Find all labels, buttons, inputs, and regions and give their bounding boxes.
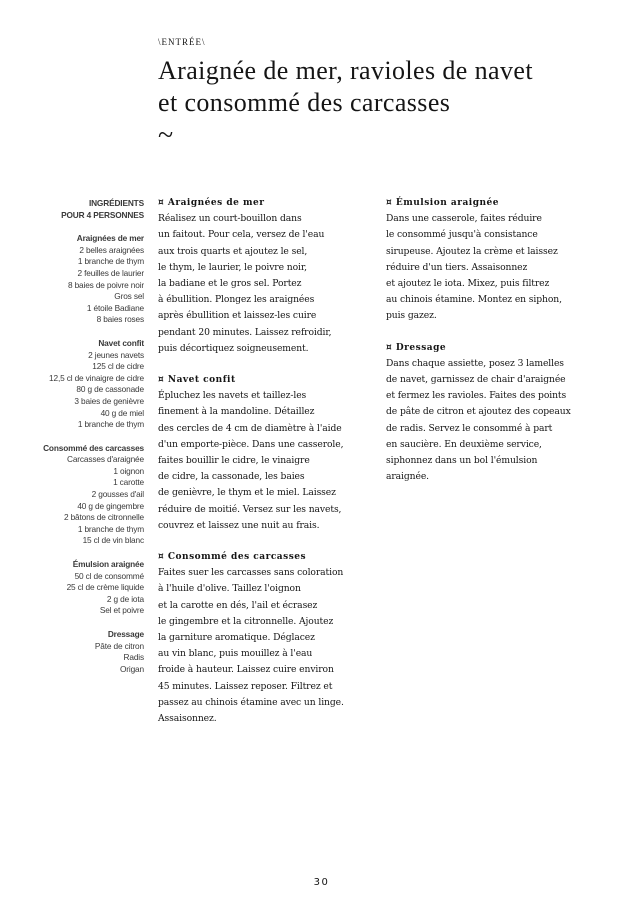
step-text-line: au chinois étamine. Montez en siphon, [386,294,562,306]
step-text-line: Réalisez un court-bouillon dans [158,213,302,225]
ingredient-group-title: Consommé des carcasses [43,442,144,453]
steps-column-left [158,195,373,742]
ingredient-item: 125 cl de cidre [92,361,144,372]
step-text-line: réduire de moitié. Versez sur les navets, [158,503,342,515]
step-text-line: sirupeuse. Ajoutez la crème et laissez [386,245,558,257]
step-section-title: ¤ Araignées de mer [158,198,265,208]
step-text-line: de navet, garnissez de chair d'araignée [386,374,566,386]
ingredient-item: 8 baies de poivre noir [67,279,144,290]
step-text-line: 45 minutes. Laissez reposer. Filtrez et [158,680,333,692]
ingredient-item: 2 bâtons de citronnelle [63,512,144,523]
ingredient-item: Gros sel [114,291,144,302]
step-text-line: passez au chinois étamine avec un linge. [158,696,344,708]
ingredient-item: 2 belles araignées [79,244,144,255]
step-section [158,549,373,727]
step-text-line: de genièvre, le thym et le miel. Laissez [158,487,336,499]
step-text-line: puis décortiquez soigneusement. [158,342,309,354]
step-text-line: Dans chaque assiette, posez 3 lamelles [386,357,564,369]
title-line-1: Araignée de mer, ravioles de navet [158,56,533,85]
step-section-title: ¤ Émulsion araignée [386,198,499,208]
step-text-line: de cidre, la cassonade, les baies [158,471,305,483]
ingredient-item: 15 cl de vin blanc [82,535,144,546]
step-text-line: la badiane et le gros sel. Portez [158,278,302,290]
ingredients-heading-line-1: INGRÉDIENTS [88,198,144,208]
ingredient-item: 25 cl de crème liquide [66,582,144,593]
step-text-line: et la carotte en dés, l'ail et écrasez [158,599,318,611]
step-text-line: et fermez les ravioles. Faites des points [386,390,567,402]
step-text-line: et ajoutez le iota. Mixez, puis filtrez [386,278,550,290]
step-section [386,195,611,325]
ingredient-item: Sel et poivre [99,605,144,616]
step-text-line: le gingembre et la citronnelle. Ajoutez [158,615,334,627]
title-ornament: ~ [158,120,174,151]
step-text-line: aux trois quarts et ajoutez le sel, [158,245,308,257]
step-section-title: ¤ Dressage [386,342,447,353]
step-text-line: couvrez et laissez une nuit au frais. [158,519,320,531]
step-section-title: ¤ Consommé des carcasses [158,552,307,563]
ingredient-item: Radis [123,652,144,663]
ingredient-group-title: Araignées de mer [76,233,144,244]
recipe-title [158,55,618,119]
ingredient-group [20,443,144,547]
ingredient-item: 40 g de miel [100,407,144,418]
step-section [158,195,373,357]
ingredient-groups [20,233,144,675]
ingredient-item: Origan [119,663,144,674]
step-text-line: puis gazez. [386,310,437,322]
ingredient-item: 80 g de cassonade [76,384,144,395]
step-text-line: au vin blanc, puis mouillez à l'eau [158,648,313,660]
ingredient-group [20,233,144,326]
step-text-line: de pâte de citron et ajoutez des copeaux [386,406,571,418]
ingredient-item: 2 feuilles de laurier [77,267,144,278]
ingredient-item: 12,5 cl de vinaigre de cidre [49,372,144,383]
step-text-line: d'un emporte-pièce. Dans une casserole, [158,438,344,450]
step-text-line: siphonnez dans un bol l'émulsion [386,455,538,467]
step-text-line: réduire d'un tiers. Assaisonnez [386,261,528,273]
ingredient-item: 1 branche de thym [77,523,144,534]
step-text-line: le thym, le laurier, le poivre noir, [158,261,307,273]
step-text-line: Dans une casserole, faites réduire [386,213,542,225]
step-section [158,372,373,534]
ingredient-item: 1 branche de thym [77,419,144,430]
ingredient-item: 3 baies de genièvre [74,395,144,406]
step-text-line: en saucière. En deuxième service, [386,438,542,450]
ingredient-group-title: Émulsion araignée [72,559,144,570]
step-section [386,340,611,486]
ingredient-item: 1 carotte [113,477,144,488]
section-kicker: \ENTRÉE\ [158,37,206,47]
step-text-line: Assaisonnez. [158,713,217,725]
page-number: 30 [313,877,330,888]
ingredients-list [20,198,144,675]
ingredient-group-title: Dressage [107,629,144,639]
ingredient-item: 8 baies roses [96,314,144,325]
ingredient-item: 1 branche de thym [77,256,144,267]
step-text-line: faites bouillir le cidre, le vinaigre [158,455,310,467]
ingredient-item: 2 gousses d'ail [91,489,144,500]
step-text-line: de radis. Servez le consommé à part [386,422,553,434]
step-text-line: araignée. [386,471,429,483]
step-text-line: à l'huile d'olive. Taillez l'oignon [158,583,301,595]
step-text-line: le consommé jusqu'à consistance [386,229,538,241]
ingredient-item: 40 g de gingembre [77,500,144,511]
ingredients-heading [20,198,144,221]
step-text-line: finement à la mandoline. Détaillez [158,406,315,418]
step-text-line: après ébullition et laissez-les cuire [158,310,317,322]
step-text-line: froide à hauteur. Laissez cuire environ [158,664,334,676]
steps-column-right [386,195,611,500]
ingredient-item: 1 étoile Badiane [86,302,144,313]
step-text-line: la garniture aromatique. Déglacez [158,632,315,644]
step-section-title: ¤ Navet confit [158,375,236,386]
ingredient-group [20,629,144,675]
ingredient-group-title: Navet confit [98,337,144,348]
ingredient-group [20,338,144,431]
title-line-2: et consommé des carcasses [158,88,451,117]
step-text-line: Faites suer les carcasses sans coloration [158,567,344,579]
ingredient-item: Pâte de citron [94,640,144,651]
ingredient-item: 2 jeunes navets [88,349,144,360]
ingredient-item: Carcasses d'araignée [67,454,144,465]
step-text-line: un faitout. Pour cela, versez de l'eau [158,229,325,241]
ingredient-item: 2 g de iota [106,593,144,604]
step-text-line: pendant 20 minutes. Laissez refroidir, [158,326,332,338]
step-text-line: Épluchez les navets et taillez-les [158,390,307,402]
ingredient-item: 50 cl de consommé [74,570,144,581]
ingredients-heading-line-2: POUR 4 PERSONNES [61,209,144,220]
ingredient-item: 1 oignon [113,465,144,476]
step-text-line: à ébullition. Plongez les araignées [158,294,315,306]
ingredient-group [20,559,144,617]
step-text-line: des cercles de 4 cm de diamètre à l'aide [158,422,342,434]
